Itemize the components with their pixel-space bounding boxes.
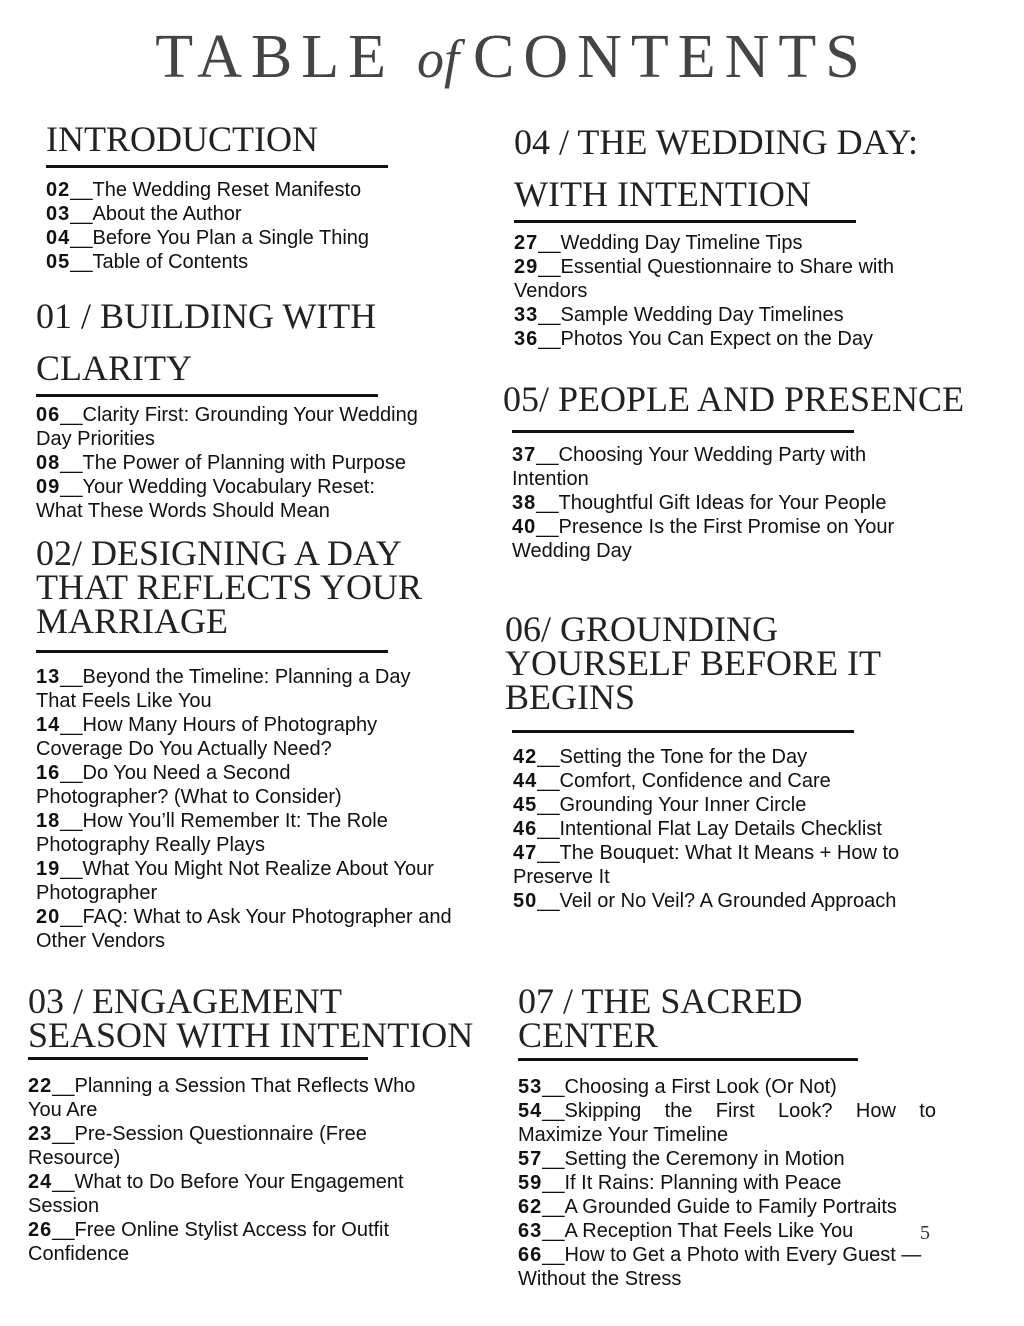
- entry-title: Veil or No Veil? A Grounded Approach: [559, 890, 897, 912]
- entry-title: Essential Questionnaire to Share with Vendors: [514, 256, 895, 302]
- section-heading: 06/ GROUNDING YOURSELF BEFORE IT BEGINS: [505, 609, 882, 717]
- page-ref: 45: [513, 794, 538, 816]
- toc-item[interactable]: 46__Intentional Flat Lay Details Checklist: [513, 818, 882, 840]
- section-divider: [514, 220, 856, 223]
- entry-title: The Wedding Reset Manifesto: [92, 179, 362, 201]
- toc-list: [514, 231, 924, 351]
- entry-title: Choosing a First Look (Or Not): [564, 1076, 837, 1098]
- entry-title: The Bouquet: What It Means + How to Preserve It: [513, 842, 900, 888]
- toc-item[interactable]: 54__Skipping the First Look? How to Maximize Your Timeline: [518, 1100, 936, 1146]
- entry-title: Skipping the First Look? How to Maximize Your Timeline: [518, 1100, 936, 1146]
- page-ref: 62: [518, 1196, 543, 1218]
- page-ref: 26: [28, 1219, 53, 1241]
- section-divider: [518, 1058, 858, 1061]
- toc-item[interactable]: 33__Sample Wedding Day Timelines: [514, 304, 844, 326]
- page-ref: 14: [36, 714, 61, 736]
- section-introduction: [46, 119, 446, 274]
- section-divider: [36, 650, 388, 653]
- page-title: [0, 22, 1024, 93]
- page-ref: 59: [518, 1172, 543, 1194]
- toc-item[interactable]: 29__Essential Questionnaire to Share with Vendors: [514, 256, 895, 302]
- section-divider: [512, 730, 854, 733]
- entry-title: About the Author: [92, 203, 242, 225]
- section-01: [36, 290, 456, 523]
- entry-title: Choosing Your Wedding Party with Intention: [512, 444, 867, 490]
- page-ref: 47: [513, 842, 538, 864]
- section-divider: [28, 1057, 368, 1060]
- page-number: 5: [920, 1222, 930, 1244]
- page-ref: 63: [518, 1220, 543, 1242]
- toc-item[interactable]: 50__Veil or No Veil? A Grounded Approach: [513, 890, 897, 912]
- toc-item[interactable]: 45__Grounding Your Inner Circle: [513, 794, 807, 816]
- entry-title: Clarity First: Grounding Your Wedding Day Priorities: [36, 404, 418, 450]
- toc-item[interactable]: 42__Setting the Tone for the Day: [513, 746, 808, 768]
- section-07: [518, 981, 938, 1291]
- page-ref: 53: [518, 1076, 543, 1098]
- toc-item[interactable]: 19__What You Might Not Realize About Your Photographer: [36, 858, 434, 904]
- entry-title: Setting the Tone for the Day: [559, 746, 808, 768]
- toc-item[interactable]: 36__Photos You Can Expect on the Day: [514, 328, 873, 350]
- section-03: [28, 981, 500, 1266]
- entry-title: Grounding Your Inner Circle: [559, 794, 807, 816]
- entry-title: Intentional Flat Lay Details Checklist: [559, 818, 882, 840]
- section-heading: 05/ PEOPLE AND PRESENCE: [503, 379, 965, 419]
- page-ref: 19: [36, 858, 61, 880]
- toc-list: [512, 443, 932, 563]
- page-ref: 66: [518, 1244, 543, 1266]
- toc-item[interactable]: 16__Do You Need a Second Photographer? (What to Consider): [36, 762, 342, 808]
- toc-item[interactable]: 18__How You’ll Remember It: The Role Photography Really Plays: [36, 810, 388, 856]
- entry-title: How to Get a Photo with Every Guest —Without the Stress: [518, 1244, 922, 1290]
- page-ref: 24: [28, 1171, 53, 1193]
- entry-title: Setting the Ceremony in Motion: [564, 1148, 845, 1170]
- toc-item[interactable]: 14__How Many Hours of Photography Coverage Do You Actually Need?: [36, 714, 378, 760]
- page-ref: 42: [513, 746, 538, 768]
- toc-item[interactable]: 66__How to Get a Photo with Every Guest —Without the Stress: [518, 1244, 922, 1290]
- entry-title: Wedding Day Timeline Tips: [560, 232, 803, 254]
- page-ref: 50: [513, 890, 538, 912]
- toc-item[interactable]: 22__Planning a Session That Reflects Who You Are: [28, 1075, 416, 1121]
- page-ref: 46: [513, 818, 538, 840]
- section-heading: 07 / THE SACRED CENTER: [518, 981, 803, 1055]
- entry-title: Table of Contents: [92, 251, 249, 273]
- entry-title: Your Wedding Vocabulary Reset: What These Words Should Mean: [36, 476, 375, 522]
- toc-item[interactable]: 40__Presence Is the First Promise on Your Wedding Day: [512, 516, 895, 562]
- toc-item[interactable]: 63__A Reception That Feels Like You: [518, 1220, 854, 1242]
- entry-title: Sample Wedding Day Timelines: [560, 304, 844, 326]
- entry-title: If It Rains: Planning with Peace: [564, 1172, 842, 1194]
- title-of: of: [416, 29, 459, 89]
- section-heading: INTRODUCTION: [46, 119, 318, 159]
- page-ref: 23: [28, 1123, 53, 1145]
- page-ref: 27: [514, 232, 539, 254]
- entry-title: Thoughtful Gift Ideas for Your People: [558, 492, 887, 514]
- toc-item[interactable]: 59__If It Rains: Planning with Peace: [518, 1172, 842, 1194]
- toc-item[interactable]: 03__About the Author: [46, 203, 242, 225]
- entry-title: Presence Is the First Promise on Your Wedding Day: [512, 516, 895, 562]
- page-ref: 29: [514, 256, 539, 278]
- entry-title: The Power of Planning with Purpose: [82, 452, 407, 474]
- page-ref: 05: [46, 251, 71, 273]
- page-ref: 06: [36, 404, 61, 426]
- section-divider: [46, 165, 388, 168]
- section-heading: 04 / THE WEDDING DAY: WITH INTENTION: [514, 122, 919, 214]
- section-divider: [36, 394, 378, 397]
- toc-item[interactable]: 53__Choosing a First Look (Or Not): [518, 1076, 837, 1098]
- toc-item[interactable]: 27__Wedding Day Timeline Tips: [514, 232, 803, 254]
- page-ref: 44: [513, 770, 538, 792]
- section-05: [503, 379, 1018, 563]
- page-ref: 08: [36, 452, 61, 474]
- page-ref: 03: [46, 203, 71, 225]
- toc-list: [513, 745, 933, 913]
- toc-item[interactable]: 23__Pre-Session Questionnaire (Free Resource): [28, 1123, 367, 1169]
- entry-title: Planning a Session That Reflects Who You Are: [28, 1075, 416, 1121]
- page-ref: 37: [512, 444, 537, 466]
- page-ref: 57: [518, 1148, 543, 1170]
- entry-title: FAQ: What to Ask Your Photographer and Other Vendors: [36, 906, 452, 952]
- section-06: [505, 609, 975, 913]
- section-heading: 02/ DESIGNING A DAY THAT REFLECTS YOUR MARRIAGE: [36, 533, 423, 641]
- page-ref: 36: [514, 328, 539, 350]
- toc-list: [46, 178, 446, 274]
- page-ref: 16: [36, 762, 61, 784]
- page-ref: 54: [518, 1100, 543, 1122]
- page-ref: 04: [46, 227, 71, 249]
- section-02: [36, 533, 466, 953]
- entry-title: Before You Plan a Single Thing: [92, 227, 370, 249]
- toc-item[interactable]: 13__Beyond the Timeline: Planning a Day That Feels Like You: [36, 666, 411, 712]
- page-ref: 20: [36, 906, 61, 928]
- toc-item[interactable]: 20__FAQ: What to Ask Your Photographer and Other Vendors: [36, 906, 452, 952]
- toc-item[interactable]: 57__Setting the Ceremony in Motion: [518, 1148, 845, 1170]
- toc-item[interactable]: 37__Choosing Your Wedding Party with Intention: [512, 444, 867, 490]
- entry-title: Beyond the Timeline: Planning a Day That Feels Like You: [36, 666, 411, 712]
- entry-title: How Many Hours of Photography Coverage Do You Actually Need?: [36, 714, 378, 760]
- section-divider: [512, 430, 854, 433]
- entry-title: What You Might Not Realize About Your Photographer: [36, 858, 434, 904]
- toc-list: [36, 665, 452, 953]
- toc-item[interactable]: 24__What to Do Before Your Engagement Session: [28, 1171, 404, 1217]
- entry-title: Do You Need a Second Photographer? (What to Consider): [36, 762, 342, 808]
- page-ref: 40: [512, 516, 537, 538]
- entry-title: Photos You Can Expect on the Day: [560, 328, 873, 350]
- toc-list: [518, 1075, 936, 1291]
- page-ref: 09: [36, 476, 61, 498]
- toc-list: [28, 1074, 500, 1266]
- entry-title: A Grounded Guide to Family Portraits: [564, 1196, 897, 1218]
- toc-item[interactable]: 62__A Grounded Guide to Family Portraits: [518, 1196, 897, 1218]
- toc-item[interactable]: 02__The Wedding Reset Manifesto: [46, 179, 362, 201]
- toc-item[interactable]: 44__Comfort, Confidence and Care: [513, 770, 831, 792]
- page-ref: 18: [36, 810, 61, 832]
- toc-list: [36, 403, 456, 523]
- entry-title: Pre-Session Questionnaire (Free Resource): [28, 1123, 367, 1169]
- title-contents: CONTENTS: [473, 23, 869, 91]
- section-heading: 01 / BUILDING WITH CLARITY: [36, 296, 377, 388]
- page-ref: 33: [514, 304, 539, 326]
- entry-title: How You’ll Remember It: The Role Photography Really Plays: [36, 810, 388, 856]
- section-04: [514, 116, 974, 351]
- entry-title: A Reception That Feels Like You: [564, 1220, 854, 1242]
- page-ref: 38: [512, 492, 537, 514]
- entry-title: Free Online Stylist Access for Outfit Confidence: [28, 1219, 390, 1265]
- toc-item[interactable]: 26__Free Online Stylist Access for Outfit Confidence: [28, 1219, 390, 1265]
- toc-item[interactable]: 04__Before You Plan a Single Thing: [46, 227, 370, 249]
- toc-item[interactable]: 09__Your Wedding Vocabulary Reset: What These Words Should Mean: [36, 476, 375, 522]
- toc-item[interactable]: 47__The Bouquet: What It Means + How to Preserve It: [513, 842, 900, 888]
- entry-title: Comfort, Confidence and Care: [559, 770, 831, 792]
- toc-item[interactable]: 38__Thoughtful Gift Ideas for Your People: [512, 492, 887, 514]
- toc-item[interactable]: 06__Clarity First: Grounding Your Wedding Day Priorities: [36, 404, 418, 450]
- page-ref: 13: [36, 666, 61, 688]
- page-ref: 22: [28, 1075, 53, 1097]
- title-table: TABLE: [155, 23, 395, 91]
- toc-item[interactable]: 08__The Power of Planning with Purpose: [36, 452, 407, 474]
- section-heading: 03 / ENGAGEMENT SEASON WITH INTENTION: [28, 981, 474, 1055]
- toc-item[interactable]: 05__Table of Contents: [46, 251, 249, 273]
- entry-title: What to Do Before Your Engagement Session: [28, 1171, 404, 1217]
- page-ref: 02: [46, 179, 71, 201]
